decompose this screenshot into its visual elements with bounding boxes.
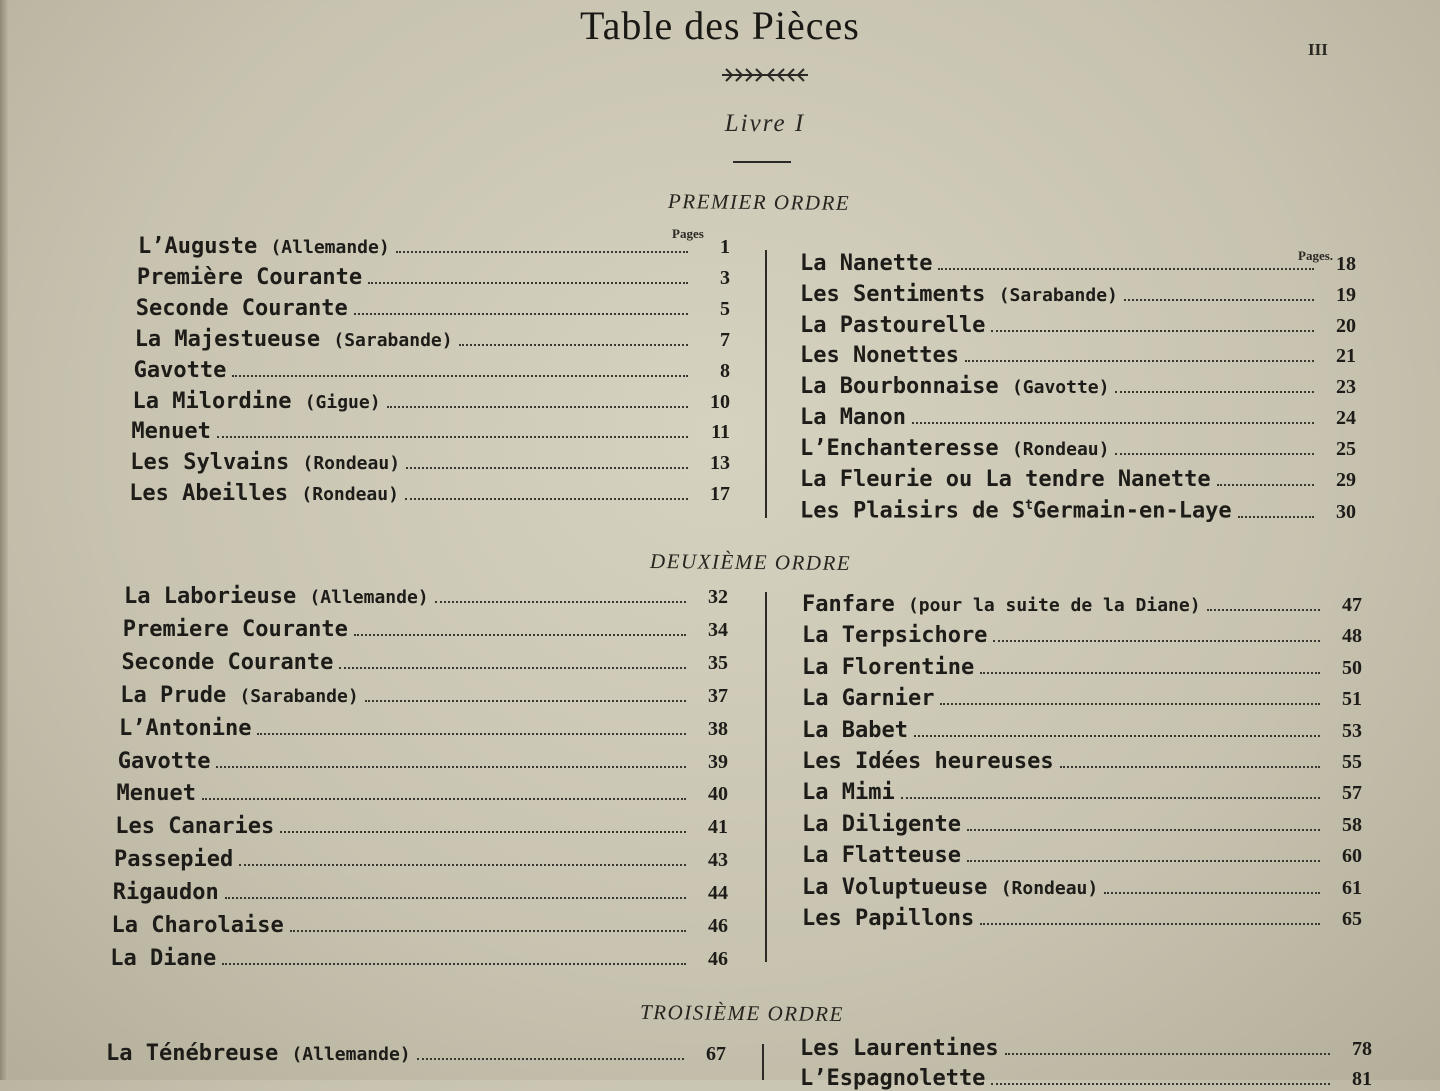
entry-subtitle: (Allemande)	[270, 237, 390, 258]
dot-leader	[940, 703, 1320, 705]
entry-title-text: La Florentine	[802, 654, 975, 680]
entry-title	[115, 816, 274, 838]
entry-title	[131, 421, 210, 443]
page-title: Table des Pièces	[580, 3, 860, 48]
toc-entry	[800, 345, 1356, 367]
entry-title	[802, 782, 895, 804]
entry-subtitle: (Gavotte)	[1011, 377, 1110, 399]
page-number: 48	[1342, 625, 1362, 648]
page-number: 34	[708, 618, 728, 641]
entry-title	[133, 357, 227, 383]
section-heading: TROISIÈME ORDRE	[639, 999, 845, 1027]
pages-label: Pages	[672, 226, 704, 241]
entry-title	[800, 376, 1109, 398]
page-number: 60	[1342, 845, 1362, 868]
page-number: 41	[708, 816, 728, 839]
toc-entry	[120, 682, 728, 708]
entry-title-text: La Prude	[120, 682, 227, 708]
entry-title-text: Gavotte	[133, 357, 227, 383]
dot-leader	[202, 798, 686, 800]
toc-entry	[133, 357, 730, 383]
dot-leader	[290, 930, 686, 932]
dot-leader	[965, 360, 1314, 362]
entry-title-text: Les Abeilles	[129, 481, 289, 507]
section-heading: PREMIER ORDRE	[667, 189, 851, 215]
entry-title-text: La Terpsichore	[802, 623, 988, 649]
entry-title-text: Les Idées heureuses	[802, 749, 1054, 774]
dot-leader	[938, 268, 1314, 270]
entry-title	[802, 811, 961, 837]
page-number: 44	[708, 882, 728, 905]
entry-subtitle: (pour la suite de la Diane)	[907, 595, 1201, 616]
page-number: 46	[708, 915, 728, 937]
page-number: 10	[710, 390, 730, 413]
dot-leader	[1115, 391, 1314, 393]
toc-entry	[802, 751, 1362, 773]
entry-title-text: Menuet	[131, 419, 211, 445]
dot-leader	[417, 1058, 684, 1060]
entry-title-text: Première Courante	[136, 264, 363, 290]
dot-leader	[365, 700, 686, 702]
entry-title-text: La Garnier	[802, 686, 935, 712]
page-number: 78	[1352, 1038, 1372, 1060]
dot-leader	[1115, 453, 1314, 455]
toc-entry	[802, 811, 1362, 837]
entry-subtitle: (Gigue)	[304, 391, 381, 413]
page-number: 24	[1336, 407, 1356, 429]
entry-title-text: Seconde Courante	[121, 649, 334, 675]
toc-entry	[802, 654, 1362, 680]
toc-entry	[113, 882, 728, 904]
entry-title	[800, 345, 959, 367]
entry-title-text: L’Enchanteresse	[800, 435, 999, 461]
dot-leader	[980, 923, 1320, 925]
entry-title-text: L’Auguste	[138, 234, 258, 259]
page-number: 37	[708, 684, 728, 707]
dot-leader	[239, 864, 686, 866]
dot-leader	[914, 735, 1320, 737]
toc-entry	[106, 1043, 726, 1065]
entry-title-text: La Nanette	[800, 251, 933, 276]
dot-leader	[217, 436, 688, 438]
entry-title	[134, 326, 453, 352]
page-number: 19	[1336, 283, 1356, 306]
toc-entry	[110, 945, 728, 971]
entry-subtitle: (Allemande)	[291, 1044, 411, 1065]
entry-title-text: Les Nonettes	[800, 343, 959, 369]
entry-title	[122, 616, 348, 642]
toc-entry	[800, 376, 1356, 398]
toc-entry	[134, 326, 730, 352]
dot-leader	[1238, 516, 1314, 518]
entry-title-text: Germain-en-Laye	[1033, 498, 1232, 524]
entry-subtitle: (Sarabande)	[998, 284, 1118, 306]
entry-title-text: Passepied	[114, 847, 234, 873]
toc-entry	[138, 236, 730, 258]
entry-title	[119, 715, 252, 741]
entry-title	[135, 295, 348, 321]
dot-leader	[405, 498, 688, 500]
toc-entry	[122, 616, 728, 642]
toc-entry	[800, 281, 1356, 307]
entry-title	[130, 452, 400, 474]
entry-title-superscript: t	[1025, 498, 1033, 514]
entry-title-text: La Bourbonnaise	[800, 374, 999, 400]
dot-leader	[1104, 892, 1320, 894]
page-number: 58	[1342, 813, 1362, 836]
entry-title	[112, 915, 284, 937]
toc-entry	[800, 407, 1356, 429]
page-number: 18	[1336, 253, 1356, 275]
entry-title	[138, 236, 390, 258]
page-number: 8	[719, 359, 730, 382]
entry-title-text: La Majestueuse	[134, 326, 321, 352]
entry-title	[124, 586, 429, 608]
entry-title-text: Les Canaries	[115, 814, 275, 840]
dot-leader	[396, 251, 688, 253]
dot-leader	[387, 406, 688, 408]
livre-heading: Livre I	[724, 110, 806, 137]
toc-entry	[800, 499, 1356, 522]
entry-title-text: La Mimi	[802, 780, 895, 806]
entry-title	[802, 594, 1201, 616]
entry-title-text: Seconde Courante	[135, 295, 348, 321]
entry-title	[800, 1068, 985, 1090]
dot-leader	[1005, 1053, 1330, 1055]
entry-title	[136, 264, 363, 290]
entry-title-text: La Diligente	[802, 811, 961, 837]
toc-entry	[131, 421, 730, 443]
dot-leader	[222, 963, 686, 965]
entry-title	[800, 281, 1118, 307]
toc-entry	[121, 649, 729, 675]
pages-label: Pages.	[1298, 248, 1334, 263]
entry-title	[110, 945, 217, 971]
toc-entry	[802, 688, 1362, 710]
toc-entry	[802, 625, 1362, 647]
dot-leader	[354, 634, 686, 636]
page-number: 21	[1336, 345, 1356, 368]
toc-entry	[130, 452, 730, 474]
entry-title	[802, 908, 974, 930]
column-divider	[765, 250, 767, 518]
entry-title-text: Fanfare	[802, 592, 895, 617]
entry-title-text: La Laborieuse	[124, 584, 297, 609]
toc-entry	[800, 1038, 1372, 1060]
entry-title-text: Les Laurentines	[800, 1036, 999, 1061]
entry-title-text: La Charolaise	[111, 913, 284, 938]
entry-title-text: Premiere Courante	[122, 616, 348, 642]
toc-entry	[800, 466, 1356, 492]
toc-entry	[124, 586, 728, 608]
entry-title-text: La Fleurie ou La tendre Nanette	[800, 466, 1211, 492]
page-number: 57	[1342, 782, 1362, 805]
toc-entry	[802, 594, 1362, 616]
page-number: 30	[1336, 500, 1356, 523]
dot-leader	[967, 829, 1320, 831]
entry-title-text: Rigaudon	[112, 880, 219, 906]
entry-subtitle: (Allemande)	[309, 587, 429, 608]
entry-title-text: Les Sentiments	[800, 281, 986, 307]
page-number: 61	[1342, 876, 1362, 899]
entry-title-text: Les Sylvains	[130, 450, 290, 476]
entry-subtitle: (Rondeau)	[1000, 877, 1099, 899]
dot-leader	[1207, 609, 1320, 611]
entry-title-text: L’Espagnolette	[800, 1066, 986, 1091]
toc-entry	[112, 915, 729, 937]
dot-leader	[980, 672, 1320, 674]
section-heading: DEUXIÈME ORDRE	[649, 548, 852, 576]
folio-number: III	[1308, 40, 1328, 59]
entry-title-text: La Ténébreuse	[106, 1041, 279, 1066]
toc-entry	[800, 435, 1356, 461]
page-number: 55	[1342, 751, 1362, 773]
entry-subtitle: (Rondeau)	[301, 484, 399, 506]
dot-leader	[1060, 766, 1320, 768]
entry-title	[802, 688, 934, 710]
entry-title	[129, 483, 399, 505]
entry-title	[121, 649, 334, 675]
entry-title	[800, 312, 986, 338]
dot-leader	[435, 601, 686, 603]
dot-leader	[216, 766, 686, 768]
page-number: 67	[706, 1043, 726, 1065]
toc-entry	[802, 874, 1362, 900]
toc-entry	[136, 264, 730, 290]
entry-title-text: La Babet	[802, 717, 908, 743]
dot-leader	[257, 733, 686, 735]
toc-entry	[115, 816, 728, 838]
dot-leader	[912, 422, 1314, 424]
toc-entry	[802, 782, 1362, 804]
entry-subtitle: (Sarabande)	[333, 329, 453, 351]
page-number: 35	[708, 651, 728, 674]
entry-title	[117, 783, 196, 805]
dot-leader	[1124, 299, 1314, 301]
entry-title-text: Menuet	[116, 781, 196, 807]
entry-title	[800, 435, 1110, 461]
dot-leader	[991, 1083, 1330, 1085]
entry-title-text: La Pastourelle	[800, 312, 986, 338]
toc-entry	[800, 253, 1356, 275]
toc-entry	[800, 312, 1356, 338]
toc-entry	[132, 388, 731, 414]
entry-subtitle: (Sarabande)	[239, 685, 359, 707]
dot-leader	[368, 282, 688, 284]
column-divider	[762, 1044, 764, 1080]
page-number: 7	[719, 328, 730, 351]
page-number: 23	[1336, 376, 1356, 399]
entry-title-text: La Voluptueuse	[802, 874, 988, 900]
entry-title	[802, 717, 908, 743]
toc-entry	[802, 845, 1362, 867]
entry-subtitle: (Rondeau)	[1011, 438, 1110, 460]
entry-title	[132, 388, 381, 414]
toc-entry	[802, 717, 1362, 743]
entry-title	[114, 849, 233, 871]
page-number: 40	[708, 783, 728, 806]
page-number: 38	[708, 717, 728, 740]
page-edge	[0, 0, 8, 1080]
entry-title-text: La Diane	[110, 945, 217, 971]
dot-leader	[1217, 484, 1314, 486]
dot-leader	[991, 330, 1314, 332]
page-number: 46	[708, 947, 728, 970]
page-number: 43	[708, 849, 728, 872]
column-divider	[765, 592, 767, 962]
dot-leader	[901, 797, 1320, 799]
dot-leader	[354, 313, 688, 315]
page-number: 13	[709, 452, 730, 475]
page-number: 17	[709, 483, 730, 506]
dot-leader	[339, 667, 686, 669]
entry-title	[106, 1043, 411, 1065]
dot-leader	[406, 467, 688, 469]
page-number: 51	[1342, 688, 1362, 711]
dot-leader	[993, 640, 1320, 642]
page-number: 53	[1342, 719, 1362, 742]
entry-title	[800, 499, 1232, 522]
entry-title	[802, 751, 1054, 773]
dot-leader	[967, 860, 1320, 862]
entry-title	[802, 625, 987, 647]
toc-entry	[135, 295, 730, 321]
page-number: 20	[1336, 314, 1356, 337]
toc-entry	[119, 715, 728, 741]
page-number: 29	[1336, 468, 1356, 491]
dot-leader	[280, 831, 686, 833]
toc-entry	[129, 483, 730, 505]
entry-title-text: La Flatteuse	[802, 843, 961, 869]
page-number: 39	[708, 750, 728, 773]
page-number: 81	[1352, 1068, 1372, 1090]
dot-leader	[232, 375, 688, 377]
entry-title-text: L’Antonine	[119, 715, 252, 741]
page-number: 65	[1342, 908, 1362, 930]
entry-title	[117, 748, 211, 774]
dot-leader	[459, 344, 688, 346]
page-number: 5	[719, 297, 730, 320]
page-number: 47	[1342, 594, 1362, 616]
toc-entry	[117, 748, 728, 774]
heading-rule	[733, 161, 791, 163]
entry-subtitle: (Rondeau)	[302, 453, 401, 475]
dot-leader	[225, 897, 686, 899]
entry-title	[800, 253, 932, 275]
toc-entry	[802, 908, 1362, 930]
entry-title	[800, 466, 1211, 492]
toc-entry	[117, 783, 729, 805]
toc-entry	[114, 849, 728, 871]
page-number: 11	[711, 421, 730, 444]
page-number: 32	[708, 586, 728, 608]
entry-title	[120, 682, 359, 708]
entry-title	[802, 654, 975, 680]
entry-title	[800, 407, 906, 429]
entry-title-text: Les Plaisirs de S	[800, 498, 1026, 524]
page-number: 25	[1336, 437, 1356, 460]
page-number: 50	[1342, 656, 1362, 679]
entry-title	[802, 874, 1099, 900]
entry-title-text: La Manon	[800, 405, 906, 430]
page-number: 1	[720, 236, 730, 258]
entry-title-text: La Milordine	[132, 388, 292, 414]
page-number: 3	[719, 266, 730, 289]
ornament-icon	[718, 66, 812, 84]
entry-title	[800, 1038, 999, 1060]
entry-title-text: Les Papillons	[802, 906, 975, 931]
toc-entry	[800, 1068, 1372, 1090]
entry-title	[113, 882, 219, 904]
entry-title	[802, 845, 961, 867]
entry-title-text: Gavotte	[117, 748, 211, 774]
